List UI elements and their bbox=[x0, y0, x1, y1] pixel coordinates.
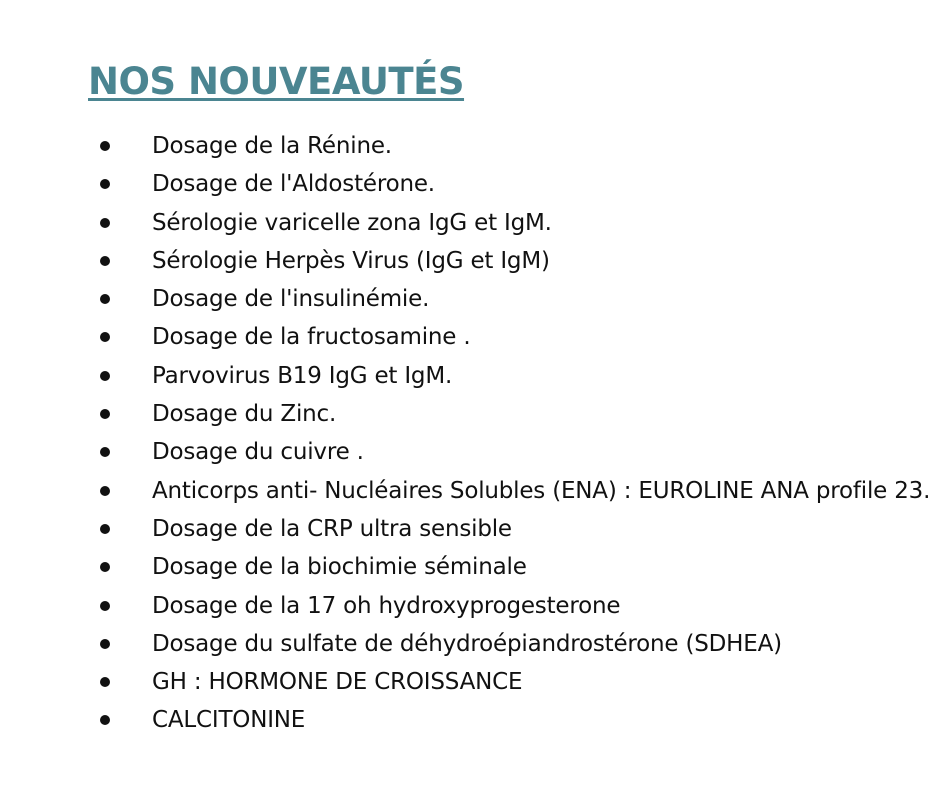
list-item bbox=[0, 204, 948, 242]
list-item bbox=[0, 280, 948, 318]
list-item bbox=[0, 472, 948, 510]
bullet-icon bbox=[100, 715, 110, 725]
list-item-text: Dosage de la CRP ultra sensible bbox=[152, 515, 512, 542]
list-item bbox=[0, 395, 948, 433]
list-item-text: Dosage de la fructosamine . bbox=[152, 324, 471, 351]
bullet-icon bbox=[100, 486, 110, 496]
list-item bbox=[0, 318, 948, 356]
bullet-icon bbox=[100, 218, 110, 228]
list-item bbox=[0, 357, 948, 395]
list-item bbox=[0, 625, 948, 663]
list-item-text: Dosage du sulfate de déhydroépiandrostérone (SDHEA) bbox=[152, 630, 782, 657]
list-item bbox=[0, 587, 948, 625]
list-item bbox=[0, 510, 948, 548]
list-item-text: GH : HORMONE DE CROISSANCE bbox=[152, 669, 523, 696]
bullet-icon bbox=[100, 332, 110, 342]
news-list bbox=[0, 127, 948, 740]
list-item-text: Sérologie varicelle zona IgG et IgM. bbox=[152, 209, 552, 236]
list-item bbox=[0, 548, 948, 586]
list-item-text: Dosage de la 17 oh hydroxyprogesterone bbox=[152, 592, 621, 619]
list-item-text: Anticorps anti- Nucléaires Solubles (ENA) : EUROLINE ANA profile 23. bbox=[152, 477, 931, 504]
list-item bbox=[0, 663, 948, 701]
bullet-icon bbox=[100, 524, 110, 534]
bullet-icon bbox=[100, 256, 110, 266]
bullet-icon bbox=[100, 294, 110, 304]
list-item bbox=[0, 242, 948, 280]
list-item-text: Dosage du Zinc. bbox=[152, 401, 337, 428]
list-item-text: Dosage de la biochimie séminale bbox=[152, 554, 527, 581]
list-item-text: Dosage de l'Aldostérone. bbox=[152, 171, 435, 198]
bullet-icon bbox=[100, 141, 110, 151]
page-title: NOS NOUVEAUTÉS bbox=[88, 60, 465, 103]
list-item-text: Sérologie Herpès Virus (IgG et IgM) bbox=[152, 247, 550, 274]
list-item bbox=[0, 433, 948, 471]
bullet-icon bbox=[100, 639, 110, 649]
bullet-icon bbox=[100, 562, 110, 572]
list-item-text: Dosage du cuivre . bbox=[152, 439, 364, 466]
list-item bbox=[0, 701, 948, 739]
list-item-text: Dosage de la Rénine. bbox=[152, 133, 392, 159]
list-item-text: CALCITONINE bbox=[152, 707, 306, 734]
list-item-text: Parvovirus B19 IgG et IgM. bbox=[152, 362, 453, 389]
bullet-icon bbox=[100, 371, 110, 381]
list-item bbox=[0, 165, 948, 203]
bullet-icon bbox=[100, 409, 110, 419]
bullet-icon bbox=[100, 447, 110, 457]
bullet-icon bbox=[100, 601, 110, 611]
bullet-icon bbox=[100, 677, 110, 687]
bullet-icon bbox=[100, 179, 110, 189]
list-item bbox=[0, 127, 948, 165]
list-item-text: Dosage de l'insulinémie. bbox=[152, 286, 430, 313]
